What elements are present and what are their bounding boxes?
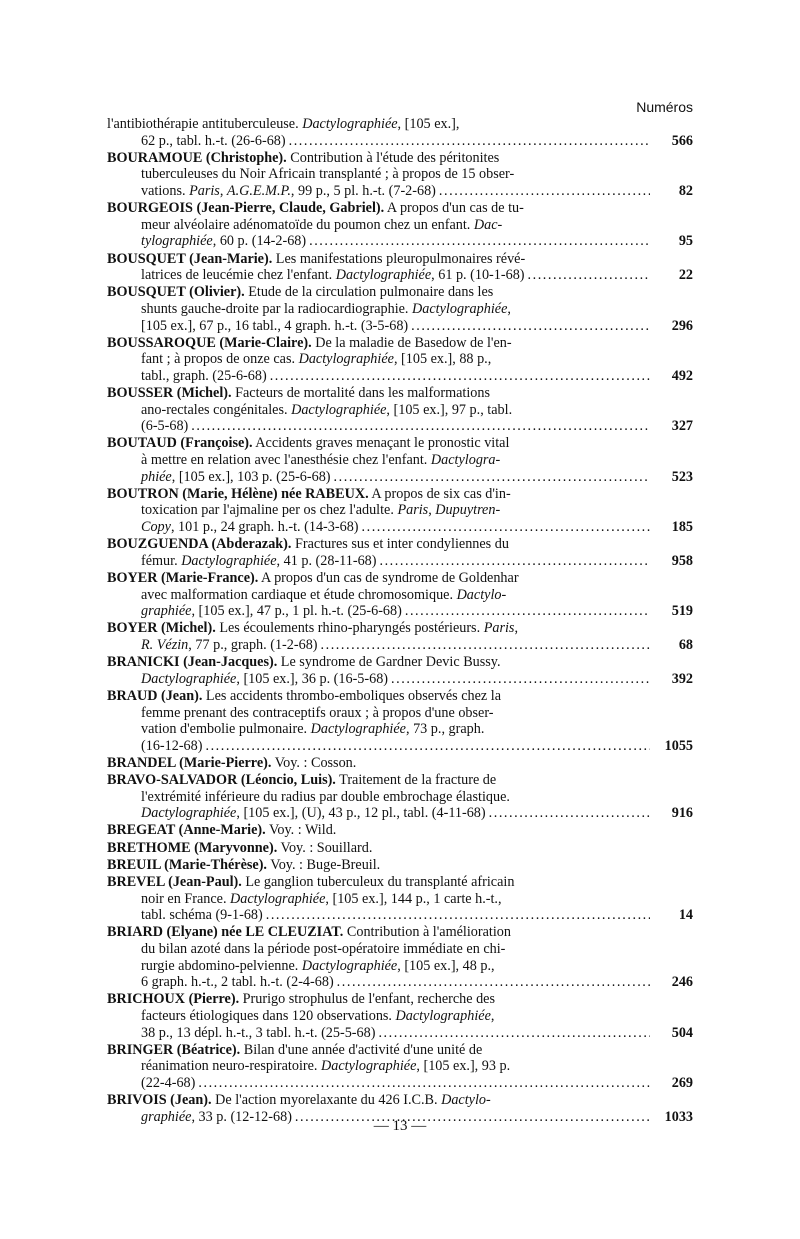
entry-line [107, 116, 693, 133]
entry-line [107, 368, 693, 385]
author-name: BRETHOME (Maryvonne). [107, 839, 278, 856]
entry-line [107, 335, 693, 352]
author-name: BRINGER (Béatrice). [107, 1041, 241, 1058]
entry-line [107, 435, 693, 452]
list-item [107, 822, 693, 839]
entry-line [107, 891, 693, 908]
italic-text: Dactylographiée [395, 1007, 491, 1024]
page-number: — 13 — [373, 1118, 427, 1134]
author-name: BOUSQUET (Olivier). [107, 284, 245, 301]
italic-text: tylographiée [141, 233, 213, 250]
entry-line [107, 620, 693, 637]
author-name: BOUSQUET (Jean-Marie). [107, 250, 273, 267]
entry-text: 38 p., 13 dépl. h.-t., 3 tabl. h.-t. (25-5-68) [141, 1024, 376, 1041]
italic-text: Dactylographiée [181, 552, 277, 569]
entry-text: Voy. : Wild. [265, 822, 337, 839]
entry-line [107, 1025, 693, 1042]
leader-dots [528, 267, 650, 284]
italic-text: phiée [141, 468, 172, 485]
italic-text: Copy [141, 519, 171, 535]
entry-line [107, 857, 693, 874]
list-item [107, 150, 693, 200]
list-item [107, 1042, 693, 1092]
entry-text: graphiée, [105 ex.], 47 p., 1 pl. h.-t. (25-6-68) [141, 603, 402, 620]
entry-text: latrices de leucémie chez l'enfant. Dactylographiée, 61 p. (10-1-68) [141, 267, 525, 284]
author-name: BOYER (Michel). [107, 620, 216, 637]
italic-text: Dactylo- [456, 586, 507, 603]
leader-dots [309, 233, 650, 250]
leader-dots [439, 183, 650, 200]
entry-text: vation d'embolie pulmonaire. Dactylographiée, 73 p., graph. [141, 721, 485, 738]
list-item [107, 857, 693, 874]
entry-text: Les écoulements rhino-pharyngés postérieurs. Paris, [215, 620, 518, 637]
entry-line [107, 1092, 693, 1109]
entry-line [107, 166, 693, 183]
entry-text: Voy. : Cosson. [271, 754, 357, 771]
author-name: BOUTRON (Marie, Hélène) née RABEUX. [107, 485, 369, 502]
entry-line [107, 907, 693, 924]
entry-line [107, 924, 693, 941]
author-name: BRICHOUX (Pierre). [107, 991, 240, 1008]
entry-text: tylographiée, 60 p. (14-2-68) [141, 233, 307, 250]
leader-dots [489, 805, 650, 822]
entry-text: Bilan d'une année d'activité d'une unité de [240, 1041, 483, 1058]
leader-dots [266, 907, 650, 924]
entry-number: 958 [671, 552, 693, 569]
entry-line [107, 671, 693, 688]
author-name: BRIVOIS (Jean). [107, 1092, 212, 1109]
leader-dots [270, 368, 650, 385]
italic-text: Dactylographiée [335, 267, 432, 284]
leader-dots [405, 603, 650, 620]
entry-line [107, 840, 693, 857]
italic-text: A.G.E.M.P. [226, 182, 291, 199]
italic-text: Dactylographiée [321, 1058, 417, 1075]
italic-text: Dactylogra- [430, 452, 501, 469]
author-name: BOUSSAROQUE (Marie-Claire). [107, 334, 312, 351]
list-item [107, 840, 693, 857]
entry-line [107, 486, 693, 503]
entry-line [107, 183, 693, 200]
italic-text: Dactylo- [441, 1092, 491, 1109]
author-name: BOURGEOIS (Jean-Pierre, Claude, Gabriel). [107, 200, 385, 217]
entry-line [107, 738, 693, 755]
entry-text: 62 p., tabl. h.-t. (26-6-68) [141, 132, 286, 149]
entry-number: 327 [671, 418, 693, 435]
leader-dots [289, 133, 650, 150]
author-name: BRANICKI (Jean-Jacques). [107, 654, 278, 671]
entry-number: 269 [671, 1074, 693, 1091]
leader-dots [337, 974, 650, 991]
entry-line [107, 789, 693, 806]
entry-line [107, 318, 693, 335]
list-item [107, 654, 693, 687]
leader-dots [379, 553, 650, 570]
entry-text: [105 ex.], 67 p., 16 tabl., 4 graph. h.-t. (3-5-68) [141, 317, 409, 334]
entry-text: (16-12-68) [141, 737, 203, 754]
leader-dots [378, 1025, 650, 1042]
italic-text: Dactylographiée [298, 351, 394, 368]
list-item [107, 991, 693, 1041]
entry-line [107, 351, 693, 368]
entry-text: facteurs étiologiques dans 120 observations. Dactylographiée, [141, 1007, 495, 1024]
entry-number: 95 [678, 233, 693, 250]
italic-text: Paris [189, 182, 220, 199]
entry-text: à mettre en relation avec l'anesthésie chez l'enfant. Dactylogra- [141, 452, 501, 469]
entry-number: 82 [678, 182, 693, 199]
entry-text: A propos d'un cas de syndrome de Goldenhar [258, 569, 519, 586]
italic-text: Dactylographiée [141, 805, 237, 822]
entry-text: (22-4-68) [141, 1074, 196, 1091]
entry-line [107, 1042, 693, 1059]
entry-text: vations. Paris, A.G.E.M.P., 99 p., 5 pl. h.-t. (7-2-68) [141, 182, 436, 199]
leader-dots [391, 671, 650, 688]
entry-number: 1055 [664, 737, 693, 754]
list-item [107, 536, 693, 569]
list-item [107, 486, 693, 536]
entry-line [107, 385, 693, 402]
entry-text: Les accidents thrombo-emboliques observés chez la [202, 687, 501, 704]
entry-text: réanimation neuro-respiratoire. Dactylographiée, [105 ex.], 93 p. [141, 1058, 511, 1075]
leader-dots [411, 318, 650, 335]
list-item [107, 435, 693, 485]
italic-text: graphiée [141, 603, 192, 620]
list-item [107, 620, 693, 653]
entry-line [107, 637, 693, 654]
entry-line [107, 1075, 693, 1092]
entry-line [107, 991, 693, 1008]
author-name: BOURAMOUE (Christophe). [107, 149, 287, 166]
entry-line [107, 469, 693, 486]
entry-line [107, 452, 693, 469]
entry-line [107, 974, 693, 991]
leader-dots [191, 418, 650, 435]
entry-text: A propos d'un cas de tu- [384, 200, 524, 217]
italic-text: Paris [483, 620, 515, 637]
list-item [107, 874, 693, 924]
italic-text: Dactylographiée [301, 957, 398, 974]
list-item [107, 772, 693, 822]
entry-text: Voy. : Souillard. [277, 839, 373, 856]
entry-text: Facteurs de mortalité dans les malformations [231, 385, 491, 402]
entry-number: 185 [671, 519, 693, 535]
entry-text: du bilan azoté dans la période post-opératoire immédiate en chi- [141, 940, 506, 957]
author-name: BOUTAUD (Françoise). [107, 435, 253, 452]
entry-line [107, 603, 693, 620]
list-item [107, 284, 693, 334]
leader-dots [205, 738, 650, 755]
list-item [107, 335, 693, 385]
leader-dots [362, 519, 650, 536]
entry-text: phiée, [105 ex.], 103 p. (25-6-68) [141, 468, 331, 485]
entry-text: Prurigo strophulus de l'enfant, recherche des [239, 991, 496, 1008]
entry-text: shunts gauche-droite par la radiocardiographie. Dactylographiée, [141, 300, 511, 317]
italic-text: Dactylographiée [141, 670, 237, 687]
entry-text: l'extrémité inférieure du radius par double embrochage élastique. [141, 788, 510, 805]
author-name: BREGEAT (Anne-Marie). [107, 822, 266, 839]
entry-text: ano-rectales congénitales. Dactylographiée, [105 ex.], 97 p., tabl. [141, 401, 513, 418]
italic-text: Dactylographiée [412, 300, 508, 317]
entry-number: 22 [678, 267, 693, 284]
list-item [107, 688, 693, 754]
entry-number: 523 [671, 468, 693, 485]
entry-number: 519 [671, 603, 693, 620]
italic-text: Dactylographiée [230, 890, 326, 907]
entry-text: tuberculeuses du Noir Africain transplanté ; à propos de 15 obser- [141, 166, 515, 183]
leader-dots [321, 637, 650, 654]
entry-line [107, 958, 693, 975]
entry-number: 504 [671, 1024, 693, 1041]
entry-text: Dactylographiée, [105 ex.], (U), 43 p., 12 pl., tabl. (4-11-68) [141, 805, 486, 822]
entry-line [107, 402, 693, 419]
entry-line [107, 805, 693, 822]
entry-text: fant ; à propos de onze cas. Dactylographiée, [105 ex.], 88 p., [141, 351, 492, 368]
entry-text: R. Vézin, 77 p., graph. (1-2-68) [141, 636, 318, 653]
entry-text: Voy. : Buge-Breuil. [266, 856, 381, 873]
italic-text: Dactylographiée [291, 401, 387, 418]
author-name: BRAUD (Jean). [107, 687, 203, 704]
italic-text: Dac- [473, 216, 503, 233]
entry-line [107, 755, 693, 772]
entry-text: Les manifestations pleuropulmonaires révé- [272, 250, 526, 267]
entry-number: 1033 [664, 1108, 693, 1125]
entry-line [107, 536, 693, 553]
entry-text: Fractures sus et inter condyliennes du [291, 536, 509, 553]
entry-line [107, 267, 693, 284]
leader-dots [198, 1075, 650, 1092]
entry-line [107, 133, 693, 150]
entry-line [107, 502, 693, 519]
entry-text: Le ganglion tuberculeux du transplanté africain [241, 874, 515, 890]
entry-number: 492 [671, 367, 693, 384]
entry-line [107, 772, 693, 789]
entry-text: Le syndrome de Gardner Devic Bussy. [277, 654, 501, 671]
entry-line [107, 301, 693, 318]
italic-text: Paris [397, 502, 429, 519]
entry-line [107, 251, 693, 268]
entry-text: Accidents graves menaçant le pronostic vital [252, 435, 510, 452]
entry-text: avec malformation cardiaque et étude chromosomique. Dactylo- [141, 586, 507, 603]
entry-text: 6 graph. h.-t., 2 tabl. h.-t. (2-4-68) [141, 974, 334, 991]
entry-text: meur alvéolaire adénomatoïde du poumon chez un enfant. Dac- [141, 216, 503, 233]
entry-text: Etude de la circulation pulmonaire dans les [244, 284, 494, 301]
author-name: BREUIL (Marie-Thérèse). [107, 856, 267, 873]
author-name: BRIARD (Elyane) née LE CLEUZIAT. [107, 924, 344, 941]
list-item [107, 116, 693, 149]
italic-text: R. Vézin [141, 636, 189, 653]
entry-text: Dactylographiée, [105 ex.], 36 p. (16-5-68) [141, 670, 389, 687]
italic-text: graphiée [141, 1108, 192, 1125]
entry-text: noir en France. Dactylographiée, [105 ex.], 144 p., 1 carte h.-t., [141, 890, 502, 907]
entry-line [107, 941, 693, 958]
entry-line [107, 570, 693, 587]
entry-text: tabl. schéma (9-1-68) [141, 907, 263, 924]
entry-text: Contribution à l'amélioration [343, 924, 511, 941]
italic-text: Dactylographiée [302, 116, 398, 132]
entry-line [107, 1008, 693, 1025]
entry-number: 392 [671, 670, 693, 687]
entry-line [107, 233, 693, 250]
entry-text: Traitement de la fracture de [335, 772, 497, 789]
author-name: BREVEL (Jean-Paul). [107, 874, 242, 890]
entry-text: tabl., graph. (25-6-68) [141, 367, 267, 384]
list-item [107, 924, 693, 990]
entry-line [107, 874, 693, 891]
entry-number: 916 [671, 805, 693, 822]
list-item [107, 570, 693, 620]
entry-line [107, 217, 693, 234]
entry-number: 566 [671, 132, 693, 149]
entry-line [107, 553, 693, 570]
list-item [107, 251, 693, 284]
entry-text: Contribution à l'étude des péritonites [286, 149, 500, 166]
entry-line [107, 150, 693, 167]
entry-text: femme prenant des contraceptifs oraux ; à propos d'une obser- [141, 704, 494, 721]
thesis-list [107, 116, 693, 1125]
entry-text: fémur. Dactylographiée, 41 p. (28-11-68) [141, 552, 377, 569]
column-header: Numéros [636, 99, 693, 115]
entry-line [107, 587, 693, 604]
entry-line [107, 284, 693, 301]
entry-line [107, 519, 693, 536]
italic-text: Dupuytren- [435, 502, 501, 519]
entry-line [107, 200, 693, 217]
entry-line [107, 654, 693, 671]
entry-line [107, 721, 693, 738]
entry-text: De la maladie de Basedow de l'en- [311, 334, 512, 351]
author-name: BRANDEL (Marie-Pierre). [107, 754, 272, 771]
entry-number: 68 [678, 636, 693, 653]
entry-number: 296 [671, 317, 693, 334]
list-item [107, 755, 693, 772]
entry-number: 246 [671, 974, 693, 991]
entry-line [107, 418, 693, 435]
entry-text: graphiée, 33 p. (12-12-68) [141, 1108, 292, 1125]
author-name: BOYER (Marie-France). [107, 569, 259, 586]
entry-text: (6-5-68) [141, 418, 189, 435]
leader-dots [334, 469, 650, 486]
list-item [107, 385, 693, 435]
author-name: BOUZGUENDA (Abderazak). [107, 536, 292, 553]
entry-text: De l'action myorelaxante du 426 I.C.B. Dactylo- [211, 1092, 491, 1109]
author-name: BRAVO-SALVADOR (Léoncio, Luis). [107, 772, 336, 789]
entry-text: rurgie abdomino-pelvienne. Dactylographiée, [105 ex.], 48 p., [141, 957, 495, 974]
entry-number: 14 [678, 907, 693, 924]
entry-line [107, 705, 693, 722]
entry-line [107, 688, 693, 705]
list-item [107, 200, 693, 250]
entry-text: A propos de six cas d'in- [368, 485, 511, 502]
author-name: BOUSSER (Michel). [107, 385, 232, 402]
entry-text: l'antibiothérapie antituberculeuse. Dactylographiée, [105 ex.], [107, 116, 460, 132]
entry-text: Copy, 101 p., 24 graph. h.-t. (14-3-68) [141, 519, 359, 535]
entry-line [107, 822, 693, 839]
entry-line [107, 1058, 693, 1075]
italic-text: Dactylographiée [310, 721, 406, 738]
entry-text: toxication par l'ajmaline per os chez l'adulte. Paris, Dupuytren- [141, 502, 501, 519]
